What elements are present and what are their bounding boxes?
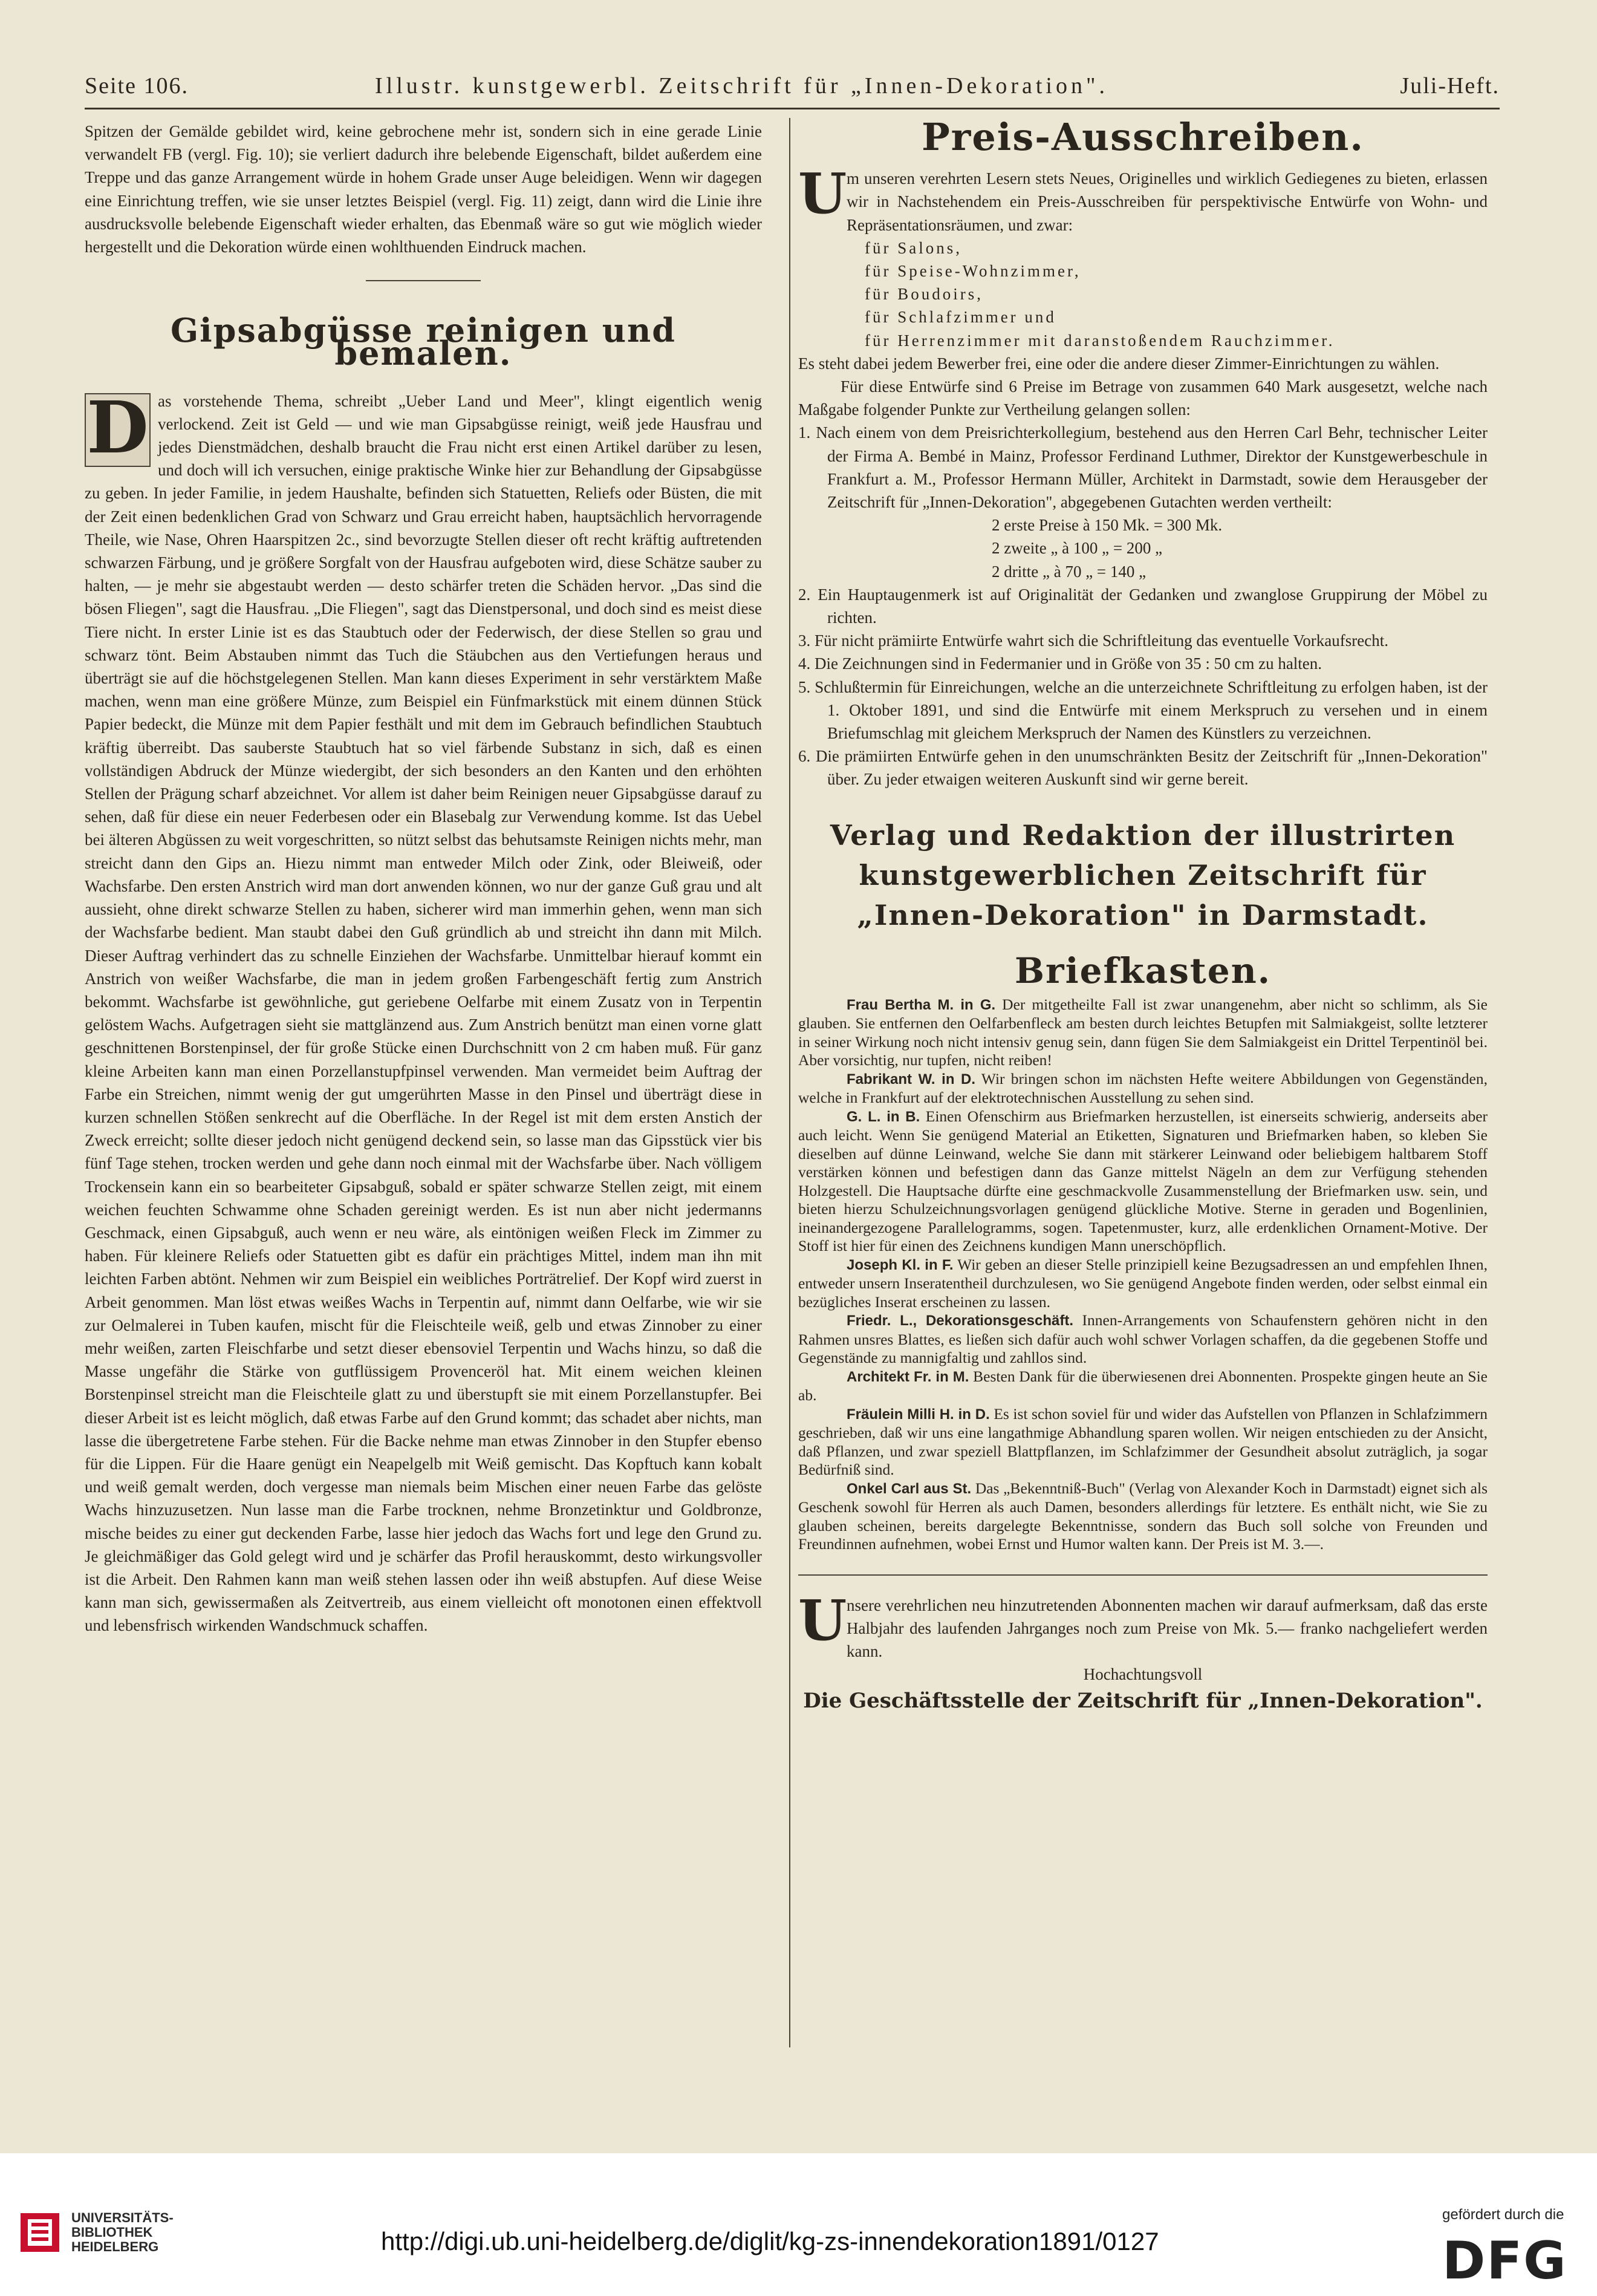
regards-line: Hochachtungsvoll — [1083, 1665, 1203, 1683]
letter-entry — [798, 1311, 1488, 1368]
letter-entry — [798, 1479, 1488, 1554]
notice-dropcap: U — [798, 1587, 847, 1653]
letter-recipient: Fabrikant W. in D. — [847, 1071, 976, 1088]
prizes-paragraph: Für diese Entwürfe sind 6 Preise im Betrage von zusammen 640 Mark ausgesetzt, welche nach Maßgabe folgender Punkte zur Vertheilung gelangen sollen: — [798, 377, 1488, 419]
dropcap-letter: D — [85, 393, 151, 467]
journal-title: Illustr. kunstgewerbl. Zeitschrift für „Innen-Dekoration". — [375, 73, 1108, 99]
subscriber-notice — [798, 1587, 1488, 1713]
rule-item-1: 1. Nach einem von dem Preisrichterkollegium, bestehend aus den Herren Carl Behr, technischer Leiter der Firma A. Bembé in Mainz, Professor Ferdinand Luthmer, Direktor der Kunstgewerbeschule in Frankfurt a. M., Professor Hermann Müller, Architekt in Darmstadt, sowie dem Herausgeber der Zeitschrift für „Innen-Dekoration", abgegebenen Gutachten werden vertheilt: — [798, 423, 1488, 512]
prize-row: 2 erste Preise à 150 Mk. = 300 Mk. — [992, 516, 1223, 535]
page-header — [85, 73, 1500, 109]
source-url-link[interactable]: http://digi.ub.uni-heidelberg.de/diglit/kg-zs-innendekoration1891/0127 — [381, 2227, 1159, 2255]
letter-recipient: Fräulein Milli H. in D. — [847, 1406, 990, 1423]
column-divider — [789, 118, 790, 2047]
letter-text: Einen Ofenschirm aus Briefmarken herzustellen, ist einerseits schwierig, anderseits aber auch leicht. Wenn Sie genügend Material an Etiketten, Signaturen und Briefmarken haben, so kleben Sie dieselben auf dünne Leinwand, welche Sie dann mit stärkerer Leinwand oder beliebigem haltbarem Stoff verstärken können und befestigen dann das Ganze mittelst Nägeln an dem zur Verfügung stehenden Holzgestell. Die Hauptsache dürfte eine geschmackvolle Zusammenstellung der Briefmarken usw. sein, und bieten hierzu Schulzeichnungsvorlagen genügend glückliche Motive. Sterne in geraden und Bogenlinien, ineinandergezogene Parallelogramms, sogen. Tapetenmuster, kurz, alle erdenklichen Ornament-Motive. Der Stoff ist hier für einen des Zeichnens kundigen Mann unerschöpflich. — [798, 1107, 1488, 1255]
intro-paragraph: Spitzen der Gemälde gebildet wird, keine gebrochene mehr ist, sondern sich in eine gerade Linie verwandelt FB (vergl. Fig. 10); sie verliert dadurch ihre belebende Eigenschaft, bildet außerdem eine Treppe und das ganze Arrangement würde in hohem Grade unser Auge beleidigen. Wenn wir dagegen eine Einrichtung treffen, wie sie unser letztes Beispiel (vergl. Fig. 11) zeigt, dann wird die Linie ihre ausdrucksvolle belebende Eigenschaft wieder erhalten, das Ebenmaß wäre so gut wie möglich wieder hergestellt und die Dekoration würde einen wohlthuenden Eindruck machen. — [85, 122, 762, 256]
prize-intro — [798, 161, 1488, 236]
section-rule — [366, 280, 481, 281]
article-text: as vorstehende Thema, schreibt „Ueber Land und Meer", klingt eigentlich wenig verlockend. Zeit ist Geld — und wie man Gipsabgüsse reinigt, weiß jede Hausfrau und jedes Dienstmädchen, deshalb braucht die Frau nicht erst einen Artikel darüber zu lesen, und doch will ich versuchen, einige praktische Winke hier zur Behandlung der Gipsabgüsse zu geben. In jeder Familie, in jedem Haushalte, befinden sich Statuetten, Reliefs oder Büsten, die mit der Zeit einen bedenklichen Grad von Schwarz und Grau erreicht haben, hauptsächlich hervorragende Theile, wie Nase, Ohren Haarspitzen 2c., sind bevorzugte Stellen dieser oft recht kräftig auftretenden schwarzen Färbung, und je größere Sorgfalt von der Hausfrau aufgeboten wird, diese Schätze sauber zu halten, — je mehr sie abgestaubt werden — desto schärfer treten die Schäden hervor. „Das sind die bösen Fliegen", sagt die Hausfrau. „Die Fliegen", sagt das Dienstpersonal, und doch sind es meist diese Tiere nicht. In erster Linie ist es das Staubtuch oder der Federwisch, der diese Stellen so grau und schwarz tönt. Beim Abstauben nimmt das Tuch die Stäubchen aus den Vertiefungen heraus und überträgt sie auf die höchstgelegenen Stellen. Man kann dieses Experiment in sehr verstärktem Maße machen, wenn man eine größere Münze, zum Beispiel ein Fünfmarkstück mit einem dünnen Stück Papier bedeckt, die Münze mit dem Papier festhält und mit dem im Gebrauch befindlichen Staubtuch kräftig überreibt. Das sauberste Staubtuch hat so viel färbende Substanz in sich, daß es einen vollständigen Abdruck der Münze wiedergibt, der sich besonders an den Kanten und den erhöhten Stellen der Prägung scharf abzeichnet. Vor allem ist daher beim Reinigen neuer Gipsabgüsse darauf zu sehen, daß für diese ein neuer Federbesen oder ein Blasebalg zur Verwendung komme. Ist das Uebel bei älteren Abgüssen zu weit vorgeschritten, so nützt selbst das behutsamste Reinigen nichts mehr, man streicht dann den Gips an. Hiezu nimmt man entweder Milch oder Zink, oder Bleiweiß, oder Wachsfarbe. Den ersten Anstrich wird man dort anwenden können, wo nur der ganze Guß grau und alt aussieht, ohne direkt schwarze Stellen zu haben, sicherer wird man immerhin gehen, wenn man sich der Wachsfarbe bedient. Man staubt dabei den Guß gründlich ab und streicht ihn dann mit Milch. Dieser Auftrag verhindert das zu schnelle Einziehen der Wachsfarbe. Unmittelbar hierauf kommt ein Anstrich von weißer Wachsfarbe, die man in jedem großen Farbengeschäft fertig zum Anstrich bekommt. Wachsfarbe ist gewöhnliche, gut geriebene Oelfarbe mit einem Zusatz von in Terpentin gelöstem Wachs. Aufgetragen sieht sie mattglänzend aus. Zum Anstrich benützt man einen vorne glatt geschnittenen Borstenpinsel, der für große Stücke einen Durchschnitt von 2 cm haben muß. Für ganz kleine Arbeiten kann man einen Porzellanstupfpinsel verwenden. Man vermeidet beim Auftrag der Farbe ein Streichen, nimmt wenig der gut umgerührten Masse in den Pinsel und überträgt diese in kurzen schnellen Stößen senkrecht auf die Oberfläche. In der Regel ist mit dem ersten Anstich der Zweck erreicht; sollte dieser jedoch nicht genügend deckend sein, so lasse man das Gipsstück vier bis fünf Tage stehen, trocken werden und gehe dann noch einmal mit der Wachsfarbe über. Nach völligem Trockensein kann ein so bearbeiteter Gipsabguß, sobald er später schwarze Stellen zeigt, mit einem weichen feuchten Schwamme ohne Schaden gereinigt werden. Es ist nun aber nicht jedermanns Geschmack, einen Gipsabguß, auch wenn er neu wäre, als eintönigen weißen Fleck im Zimmer zu haben. Für kleinere Reliefs oder Statuetten gibt es dafür ein prächtiges Mittel, indem man ihn mit leichten Farben abtönt. Nehmen wir zum Beispiel ein weibliches Porträtrelief. Der Kopf wird zuerst in Arbeit genommen. Man löst etwas weißes Wachs in Terpentin auf, nimmt dann Oelfarbe, wie wir sie zur Oelmalerei in Tuben kaufen, mischt für die Fleischteile weiß, gelb und etwas Zinnober zu einer mehr weißen, zarten Fleischfarbe und setzt dieser ebensoviel Terpentin und Wachs hinzu, so daß die Masse ungefähr die Stärke von gutflüssigem Provenceröl hat. Mit einem weichen kleinen Borstenpinsel streicht man die Fleischteile glatt zu und überstupft sie mit einem Porzellanstupfer. Bei dieser Arbeit ist es leicht möglich, daß etwas Farbe auf den Grund kommt; das schadet aber nichts, man lasse die übergetretene Farbe stehen. Für die Backe nehme man etwas Zinnober in den Stupfer ebenso für die Lippen. Für die Haare genügt ein Neapelgelb mit Weiß gemischt. Das Kopftuch kann kobalt und weiß gemalt werden, doch vergesse man niemals beim Mischen einer neuen Farbe das gelöste Wachs hinzuzusetzen. Nun lasse man die Farbe trocknen, nehme Bronzetinktur und Goldbronze, mische beides zu einer gut deckenden Farbe, lasse hier jedoch das Wachs fort und lege den Grund zu. Je gleichmäßiger das Gold gelegt wird und je schärfer das Profil herauskommt, desto wirkungsvoller ist die Arbeit. Den Rahmen kann man weiß stehen lassen oder ihn weiß abstupfen. Auf diese Weise kann man sich, gewissermaßen als Zeitvertreib, aus einem vielleicht oft monotonen einen effektvoll und lebensfrisch wirkenden Wandschmuck schaffen. — [85, 391, 762, 1635]
left-column — [85, 120, 762, 1637]
funded-by-label: gefördert durch die — [1442, 2206, 1564, 2223]
rule-item-3: 3. Für nicht prämiirte Entwürfe wahrt sich die Schriftleitung das eventuelle Vorkaufsrecht. — [798, 631, 1388, 650]
library-line: UNIVERSITÄTS- — [71, 2210, 174, 2225]
letter-text: Wir geben an dieser Stelle prinzipiell keine Bezugsadressen an und empfehlen Ihnen, entweder unsern Inseratentheil durchzulesen, wo Sie genügend Angebote finden werden, oder selbst einmal ein bezügliches Inserat erscheinen zu lassen. — [798, 1255, 1488, 1311]
rule-item-2: 2. Ein Hauptaugenmerk ist auf Originalität der Gedanken und zwanglose Gruppirung der Möbel zu richten. — [798, 585, 1488, 627]
letter-entry — [798, 1368, 1488, 1405]
notice-rule — [798, 1574, 1488, 1576]
library-line: BIBLIOTHEK — [71, 2225, 153, 2240]
letter-recipient: Frau Bertha M. in G. — [847, 996, 996, 1013]
letter-text: Innen-Arrangements von Schaufenstern gehören nicht in den Rahmen unsres Blattes, es ließen sich dafür auch wohl schwer Vorlagen schaffen, da die gegebenen Stoffe und Gegenstände zu mannigfaltig und zahllos sind. — [798, 1311, 1488, 1367]
letter-recipient: Friedr. L., Dekorationsgeschäft. — [847, 1313, 1074, 1329]
letter-recipient: Joseph Kl. in F. — [847, 1256, 954, 1273]
article-title: Gipsabgüsse reinigen und bemalen. — [170, 311, 677, 373]
letter-text: Der mitgetheilte Fall ist zwar unangenehm, aber nicht so schlimm, als Sie glauben. Sie entfernen den Oelfarbenfleck am besten durch leichtes Betupfen mit Salmiakgeist, sollte letzterer in seiner Wirkung noch nicht intensiv genug sein, dann fügen Sie dem Salmiakgeist ein Drittel Terpentinöl bei. Aber vorsichtig, nur tupfen, nicht reiben! — [798, 995, 1488, 1069]
dfg-logo: DFG — [1442, 2231, 1567, 2291]
rule-item-6: 6. Die prämiirten Entwürfe gehen in den unumschränkten Besitz der Zeitschrift für „Innen-Dekoration" über. Zu jeder etwaigen weiteren Auskunft sind wir gerne bereit. — [798, 747, 1488, 789]
room-item: für Schlafzimmer und — [865, 308, 1056, 327]
room-item: für Boudoirs, — [865, 285, 983, 304]
library-name — [71, 2211, 174, 2254]
letter-text: Das „Bekenntniß-Buch" (Verlag von Alexander Koch in Darmstadt) eignet sich als Geschenk sowohl für Herren als auch Damen, besonders allerdings für letztere. Es enthält nicht, wie Sie zu glauben scheinen, bereits dargelegte Bekenntnisse, sondern das Buch soll solche von Freunden und Freundinnen aufnehmen, wobei Ernst und Humor walten kann. Der Preis ist M. 3.—. — [798, 1479, 1488, 1553]
university-seal-icon — [18, 2211, 62, 2254]
notice-paragraph — [798, 1587, 1488, 1663]
letter-text: Besten Dank für die überwiesenen drei Abonnenten. Prospekte gingen heute an Sie ab. — [798, 1367, 1488, 1404]
letter-recipient: G. L. in B. — [847, 1108, 920, 1125]
letter-entry — [798, 1070, 1488, 1107]
issue-label: Juli-Heft. — [1400, 73, 1500, 99]
letterbox-title: Briefkasten. — [1015, 950, 1271, 991]
letter-text: Wir bringen schon im nächsten Hefte weitere Abbildungen von Gegenständen, welche in Frankfurt auf der elektrotechnischen Ausstellung zu sehen sind. — [798, 1069, 1488, 1107]
free-choice-paragraph: Es steht dabei jedem Bewerber frei, eine oder die andere dieser Zimmer-Einrichtungen zu wählen. — [798, 354, 1440, 373]
publisher-line: Verlag und Redaktion der illustrirten kunstgewerblichen Zeitschrift für „Innen-Dekoration" in Darmstadt. — [830, 818, 1456, 931]
prize-intro-text: m unseren verehrten Lesern stets Neues, Originelles und wirklich Gediegenes zu bieten, erlassen wir in Nachstehendem ein Preis-Ausschreiben für perspektivische Entwürfe von Wohn- und Repräsentationsräumen, und zwar: — [847, 169, 1488, 234]
letter-recipient: Architekt Fr. in M. — [847, 1368, 969, 1385]
article-body — [85, 390, 762, 1637]
prize-row: 2 dritte „ à 70 „ = 140 „ — [992, 562, 1147, 581]
letter-recipient: Onkel Carl aus St. — [847, 1480, 972, 1497]
page-number: Seite 106. — [85, 73, 189, 99]
letterbox — [798, 996, 1488, 1554]
room-list — [798, 236, 1488, 352]
letter-entry — [798, 996, 1488, 1070]
header-rule — [85, 108, 1500, 109]
rule-item-5: 5. Schlußtermin für Einreichungen, welche an die unterzeichnete Schriftleitung zu erfolgen haben, ist der 1. Oktober 1891, und sind die Entwürfe mit einem Merkspruch zu versehen und in einem Briefumschlag mit gleichem Merkspruch der Namen des Künstlers zu verzeichnen. — [798, 677, 1488, 743]
room-item: für Speise-Wohnzimmer, — [865, 262, 1081, 281]
signature-line: Die Geschäftsstelle der Zeitschrift für „Innen-Dekoration". — [803, 1688, 1483, 1713]
prize-title: Preis-Ausschreiben. — [922, 115, 1364, 159]
letter-text: Es ist schon soviel für und wider das Aufstellen von Pflanzen in Schlafzimmern geschrieben, daß wir uns eine langathmige Abhandlung sparen wollen. Wir neigen entschieden zu der Ansicht, daß Pflanzen, und zwar speziell Blattpflanzen, im Schlafzimmer der Gesundheit absolut zuträglich, ja sogar Bedürfniß sind. — [798, 1404, 1488, 1479]
rule-item-4: 4. Die Zeichnungen sind in Federmanier und in Größe von 35 : 50 cm zu halten. — [798, 654, 1322, 673]
room-item: für Herrenzimmer mit daranstoßendem Rauchzimmer. — [865, 331, 1335, 350]
letter-entry — [798, 1405, 1488, 1479]
notice-text: nsere verehrlichen neu hinzutretenden Abonnenten machen wir darauf aufmerksam, daß das erste Halbjahr des laufenden Jahrganges noch zum Preise von Mk. 5.— franko nachgeliefert werden kann. — [847, 1596, 1488, 1660]
room-item: für Salons, — [865, 238, 962, 257]
letter-entry — [798, 1107, 1488, 1256]
prize-dropcap: U — [798, 161, 847, 227]
library-line: HEIDELBERG — [71, 2239, 159, 2254]
digitization-footer — [0, 2153, 1597, 2296]
letter-entry — [798, 1256, 1488, 1312]
prize-row: 2 zweite „ à 100 „ = 200 „ — [992, 539, 1163, 558]
right-column — [798, 115, 1488, 1713]
